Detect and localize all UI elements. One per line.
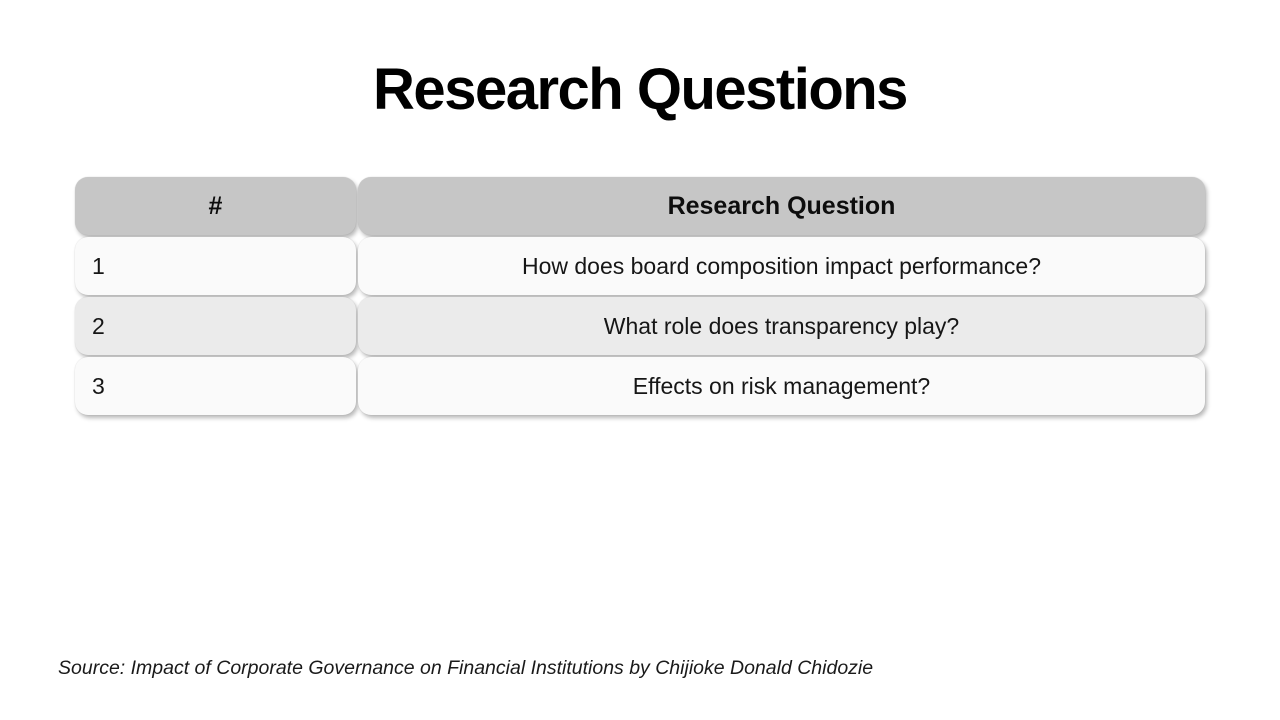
source-citation: Source: Impact of Corporate Governance on Financial Institutions by Chijioke Donald Chidozie [58,657,874,679]
table-row-3-number: 3 [75,357,356,415]
table-row-1-number: 1 [75,237,356,295]
table-header-question: Research Question [358,177,1205,235]
research-questions-table [75,177,1205,415]
page-title: Research Questions [373,57,907,122]
table-header-number: # [75,177,356,235]
table-row-1-question: How does board composition impact performance? [358,237,1205,295]
table-row-3-question: Effects on risk management? [358,357,1205,415]
table-row-2-question: What role does transparency play? [358,297,1205,355]
table-row-2-number: 2 [75,297,356,355]
